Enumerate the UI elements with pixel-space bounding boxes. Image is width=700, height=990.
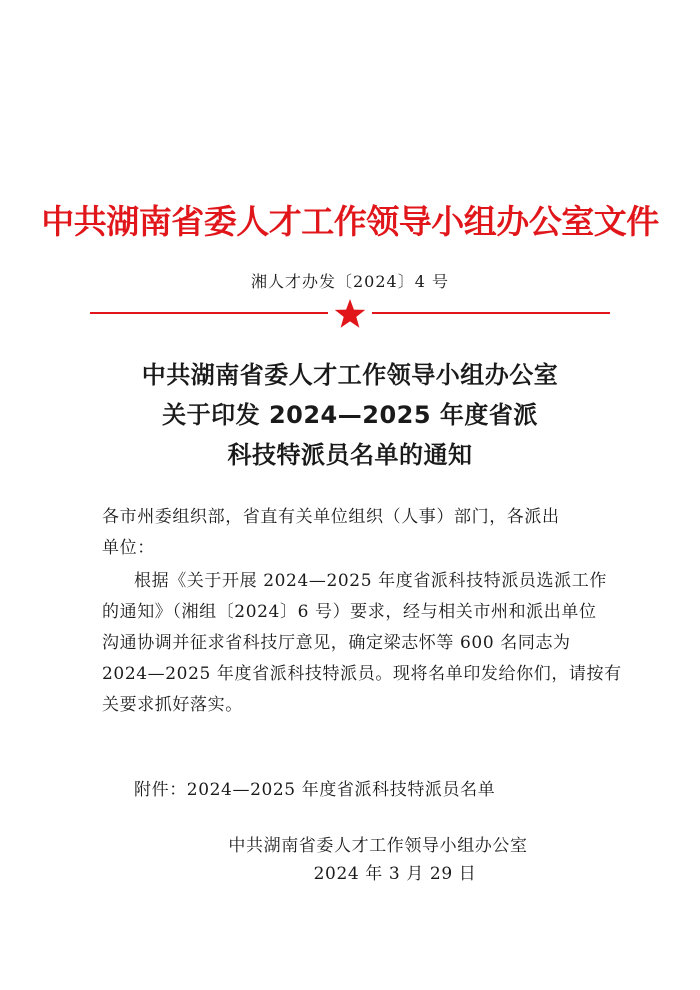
red-divider-left xyxy=(90,312,328,314)
paragraph-line: 根据《关于开展 2024—2025 年度省派科技特派员选派工作 xyxy=(134,571,607,591)
paragraph-line: 关要求抓好落实。 xyxy=(102,695,243,715)
signature-date: 2024 年 3 月 29 日 xyxy=(313,864,477,884)
body-paragraph xyxy=(102,566,622,721)
paragraph-line: 2024—2025 年度省派科技特派员。现将名单印发给你们，请按有 xyxy=(102,664,622,684)
title-line: 关于印发 2024—2025 年度省派 xyxy=(162,401,538,429)
salutation-line: 各市州委组织部，省直有关单位组织（人事）部门，各派出 xyxy=(102,507,560,527)
signature-organization: 中共湖南省委人才工作领导小组办公室 xyxy=(228,836,528,856)
notice-title xyxy=(0,355,700,475)
red-star-icon xyxy=(333,298,367,328)
paragraph-line: 的通知》（湘组〔2024〕6 号）要求，经与相关市州和派出单位 xyxy=(102,602,597,622)
title-line: 中共湖南省委人才工作领导小组办公室 xyxy=(141,361,559,389)
document-masthead: 中共湖南省委人才工作领导小组办公室文件 xyxy=(41,202,659,241)
paragraph-line: 沟通协调并征求省科技厅意见，确定梁志怀等 600 名同志为 xyxy=(102,633,571,653)
document-number: 湘人才办发〔2024〕4 号 xyxy=(251,272,449,291)
title-line: 科技特派员名单的通知 xyxy=(227,441,473,469)
attachment-note: 附件：2024—2025 年度省派科技特派员名单 xyxy=(134,780,496,800)
red-divider-right xyxy=(372,312,610,314)
salutation xyxy=(102,502,612,564)
salutation-line: 单位： xyxy=(102,538,155,558)
